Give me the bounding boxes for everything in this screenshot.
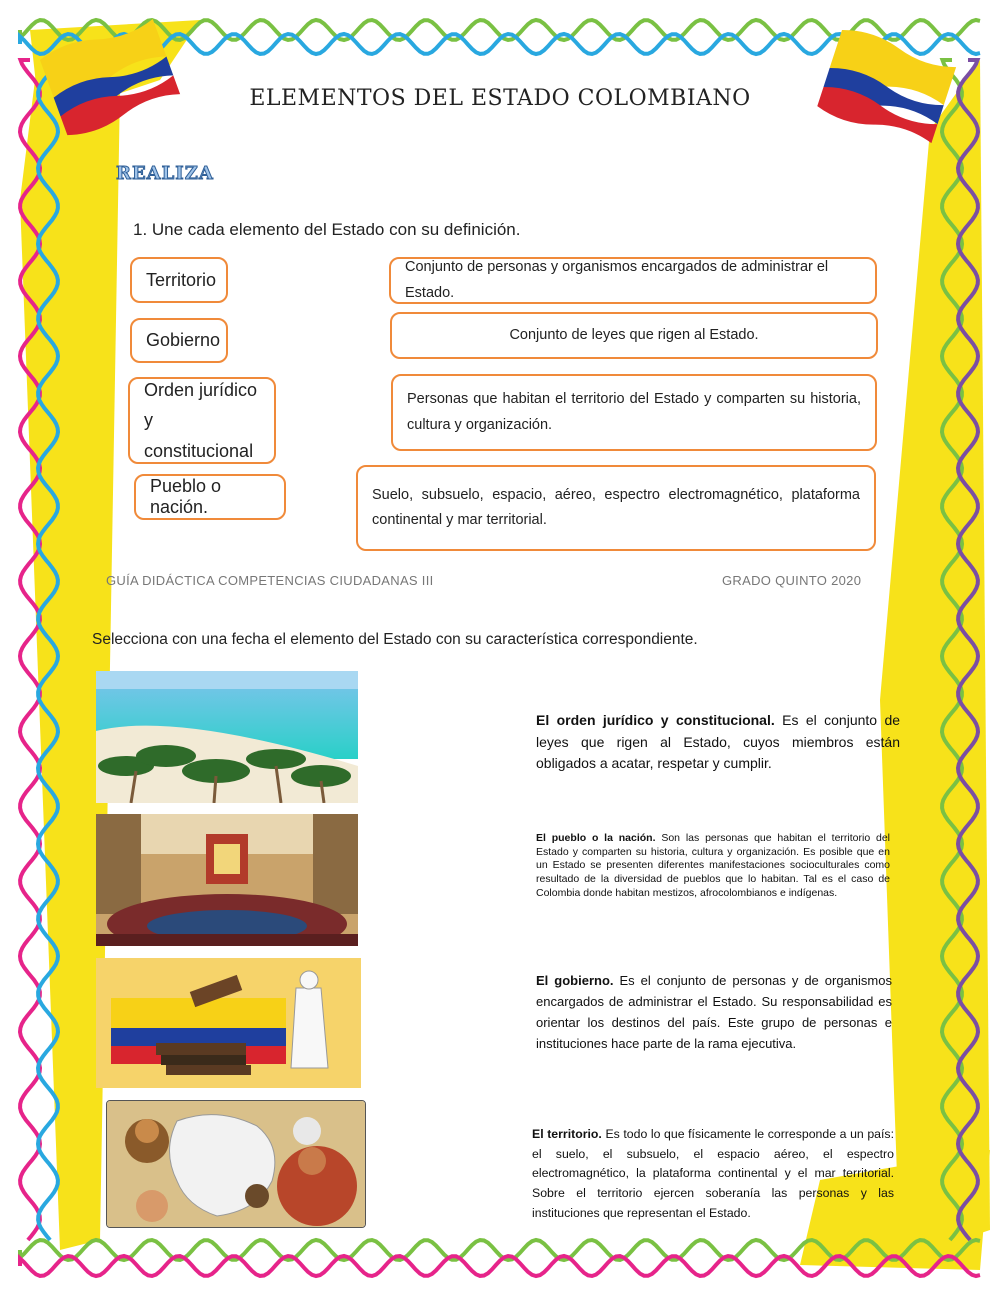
- characteristic-heading: El gobierno.: [536, 973, 614, 988]
- exercise2-instruction: Selecciona con una fecha el elemento del Estado con su característica correspondiente.: [92, 631, 698, 648]
- footer-guide: GUÍA DIDÁCTICA COMPETENCIAS CIUDADANAS III: [106, 573, 434, 588]
- characteristic-body: Son las personas que habitan el territorio del Estado y comparten su historia, cultura y organización. Es posible que en un Estado se presenten diferentes manifestaciones socioculturales como resultado de la diversidad de pueblos que lo habitan. Tal es el caso de Colombia donde habitan mestizos, afrocolombianos e indígenas.: [536, 832, 890, 899]
- right-yellow-sheet: [880, 60, 990, 1260]
- characteristic-body: Es el conjunto de personas y de organismos encargados de administrar el Estado. Su responsabilidad es orientar los destinos del país. Este grupo de personas e instituciones hace parte de la rama ejecutiva.: [536, 973, 892, 1052]
- section-label: REALIZA: [116, 163, 214, 184]
- justice-flag-illustration[interactable]: [96, 958, 361, 1088]
- definition-pueblo[interactable]: Personas que habitan el territorio del Estado y comparten su historia, cultura y organización.: [391, 374, 877, 451]
- exercise1-instruction: 1. Une cada elemento del Estado con su definición.: [133, 220, 521, 239]
- beach-photo[interactable]: [96, 671, 358, 803]
- map-image: [107, 1101, 365, 1227]
- footer-grade: GRADO QUINTO 2020: [722, 573, 862, 588]
- definition-gobierno[interactable]: Conjunto de personas y organismos encargados de administrar el Estado.: [389, 257, 877, 304]
- beach-image: [96, 671, 358, 803]
- congress-image: [96, 814, 358, 946]
- characteristic-orden-juridico[interactable]: [536, 710, 900, 775]
- definition-orden-juridico[interactable]: Conjunto de leyes que rigen al Estado.: [390, 312, 878, 359]
- term-gobierno[interactable]: Gobierno: [130, 318, 228, 363]
- term-pueblo-nacion[interactable]: Pueblo o nación.: [134, 474, 286, 520]
- characteristic-pueblo-nacion[interactable]: [536, 832, 890, 900]
- term-orden-juridico[interactable]: Orden jurídico y constitucional: [128, 377, 276, 464]
- page-title: ELEMENTOS DEL ESTADO COLOMBIANO: [249, 86, 751, 111]
- characteristic-heading: El orden jurídico y constitucional.: [536, 712, 775, 728]
- characteristic-territorio[interactable]: [532, 1125, 894, 1223]
- justice-image: [96, 958, 361, 1088]
- term-territorio[interactable]: Territorio: [130, 257, 228, 303]
- characteristic-gobierno[interactable]: [536, 970, 892, 1054]
- colombia-map-people-illustration[interactable]: [106, 1100, 366, 1228]
- characteristic-heading: El territorio.: [532, 1127, 602, 1141]
- congress-photo[interactable]: [96, 814, 358, 946]
- characteristic-body: Es todo lo que físicamente le corresponde a un país: el suelo, el subsuelo, el espacio aéreo, el espectro electromagnético, la plataforma continental y el mar territorial. Sobre el territorio ejercen soberanía las personas y las instituciones que representan el Estado.: [532, 1127, 894, 1220]
- characteristic-heading: El pueblo o la nación.: [536, 832, 656, 844]
- characteristic-body: Es el conjunto de leyes que rigen al Estado, cuyos miembros están obligados a acatar, respetar y cumplir.: [536, 712, 901, 772]
- definition-territorio[interactable]: Suelo, subsuelo, espacio, aéreo, espectro electromagnético, plataforma continental y mar territorial.: [356, 465, 876, 551]
